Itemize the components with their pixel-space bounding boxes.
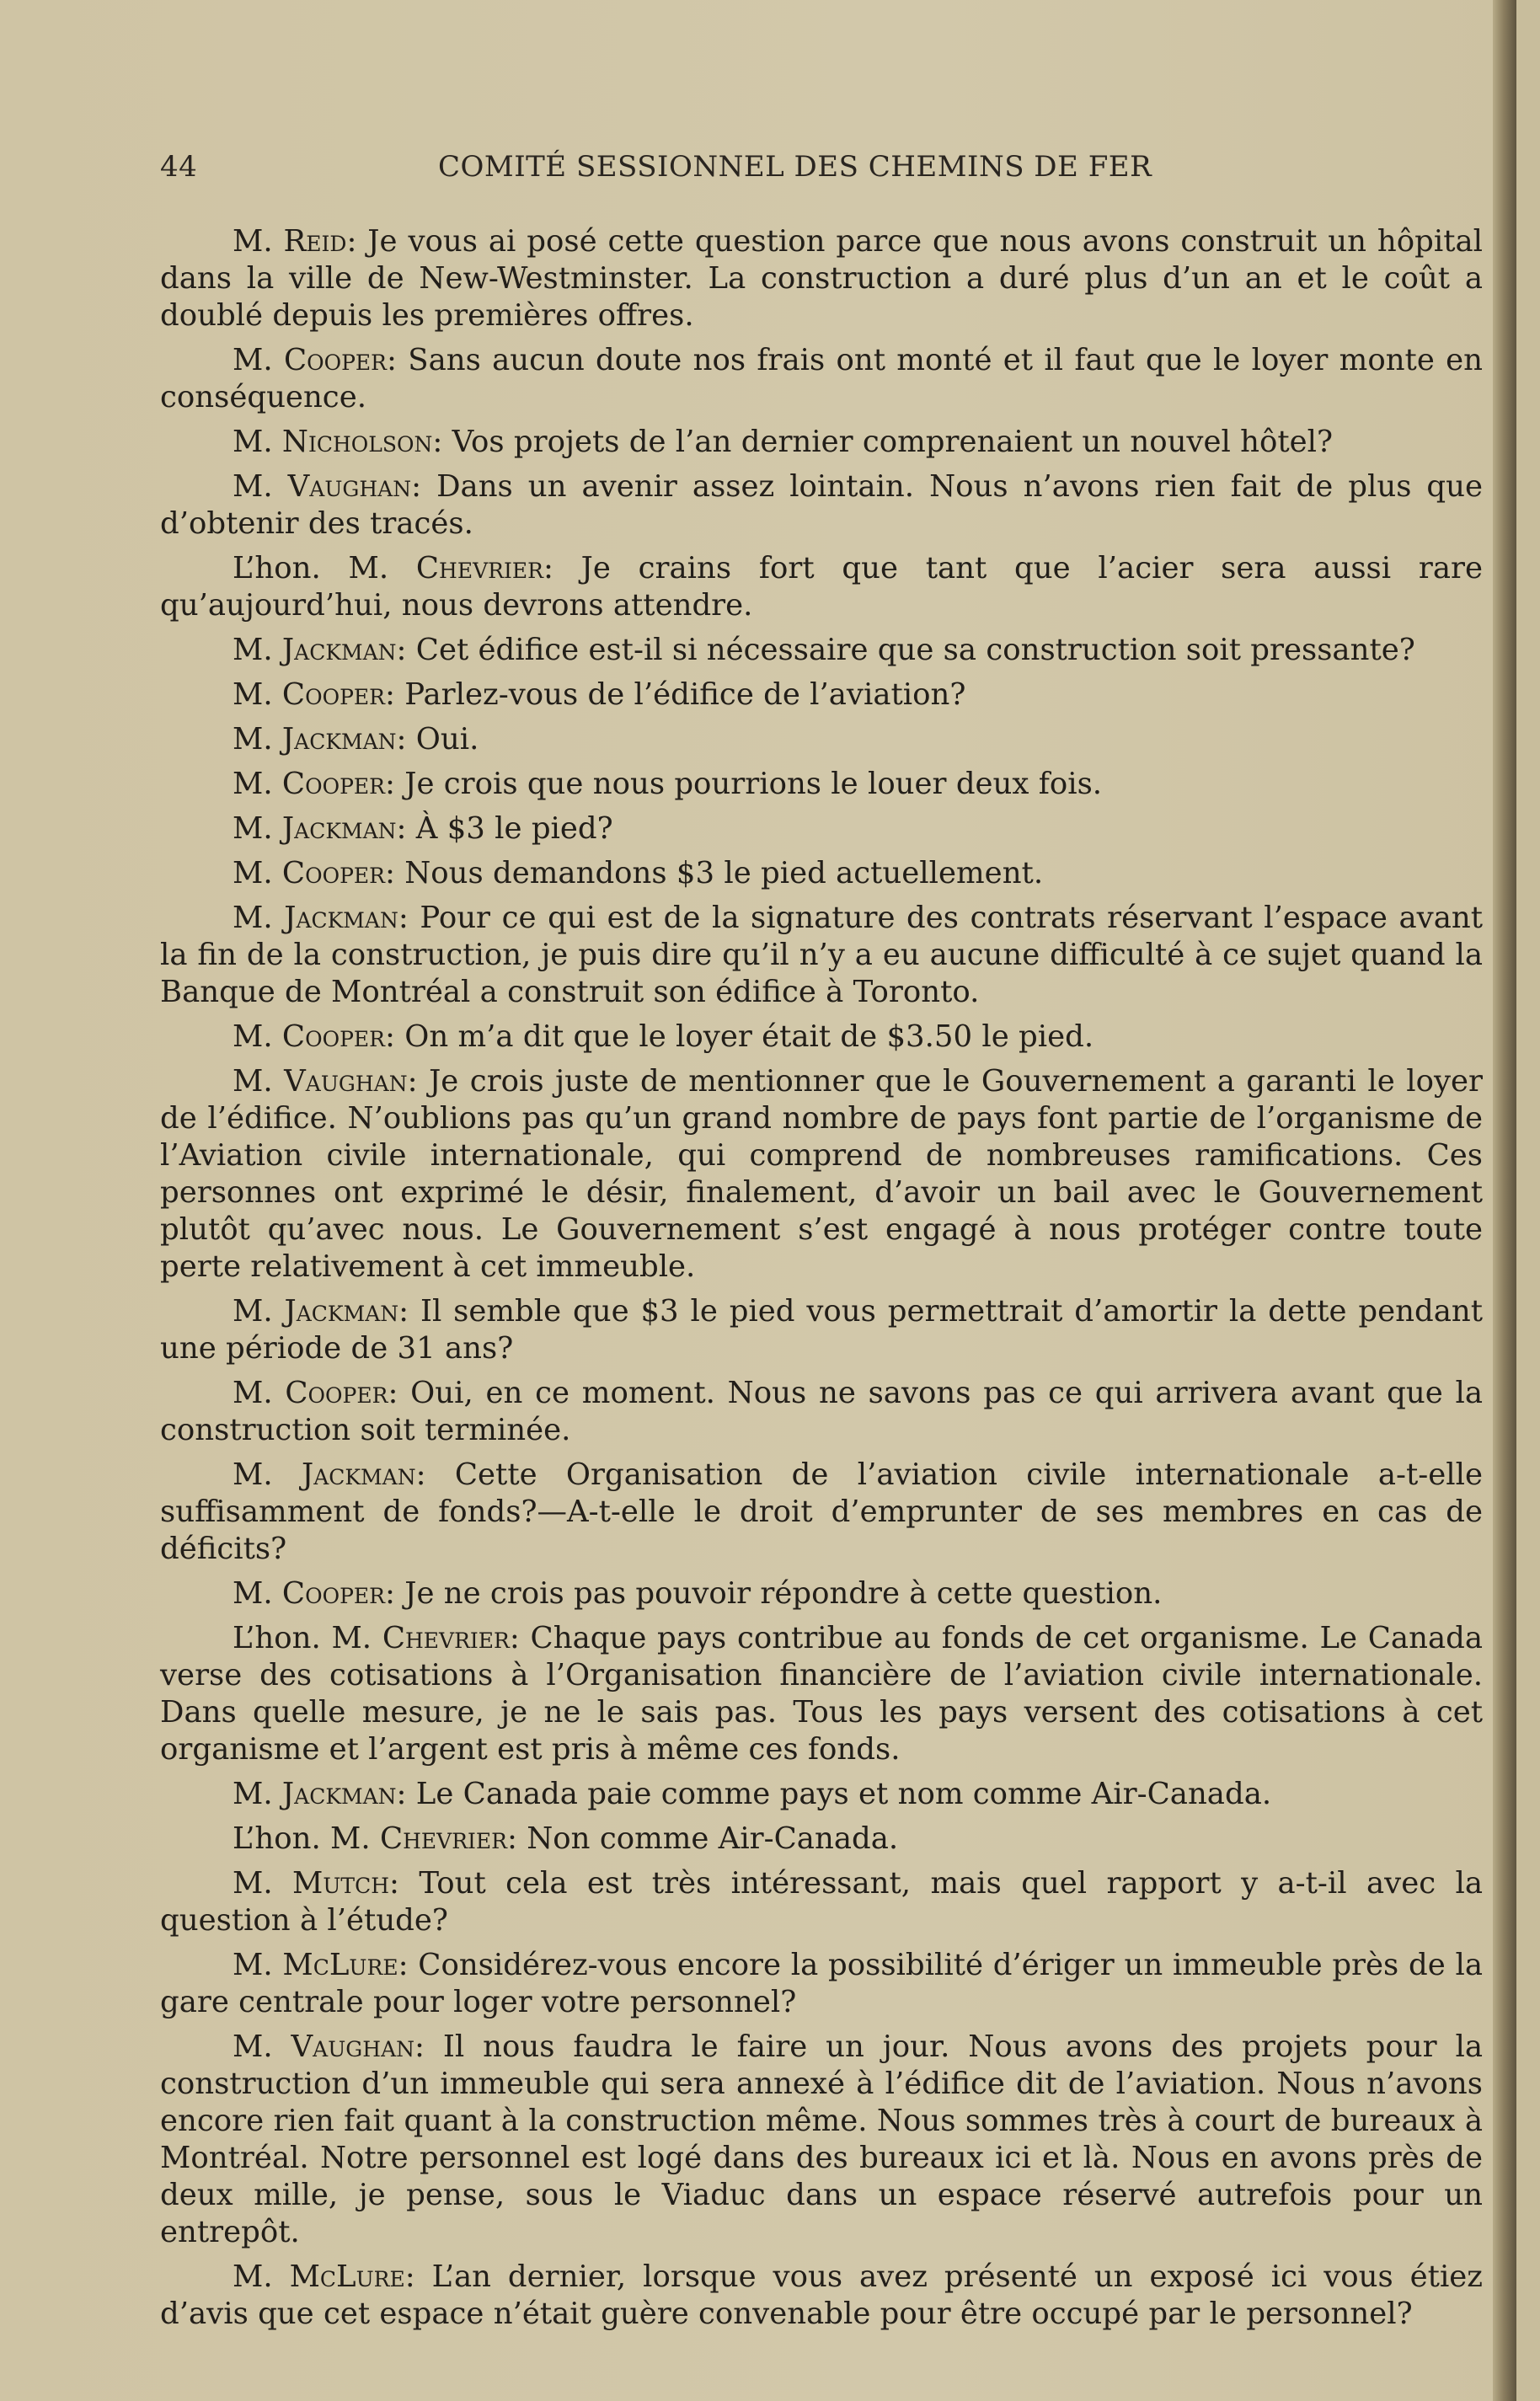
speaker-name: Jackman	[301, 1457, 416, 1492]
running-title: COMITÉ SESSIONNEL DES CHEMINS DE FER	[438, 150, 1152, 184]
speech-text: : Nous demandons $3 le pied actuellement.	[384, 856, 1044, 890]
speaker-name: Cooper	[281, 1019, 385, 1054]
speaker-title: M.	[233, 1777, 282, 1811]
speech-text: : On m’a dit que le loyer était de $3.50 le pied.	[384, 1019, 1094, 1054]
speech-text: : Sans aucun doute nos frais ont monté et il faut que le loyer monte en conséquence.	[160, 343, 1483, 414]
transcript-paragraph	[160, 468, 1483, 543]
transcript-paragraph	[160, 1293, 1483, 1367]
speech-text: : Je crains fort que tant que l’acier sera aussi rare qu’aujourd’hui, nous devrons attendre.	[160, 551, 1483, 623]
speaker-name: McLure	[282, 1948, 398, 1982]
speaker-title: M.	[233, 1064, 285, 1099]
transcript-paragraph	[160, 550, 1483, 624]
transcript-paragraph	[160, 721, 1483, 758]
speaker-title: L’hon. M.	[233, 1821, 380, 1856]
speaker-title: M.	[233, 2029, 291, 2064]
speaker-name: Cooper	[281, 1576, 385, 1611]
speaker-name: Vaughan	[291, 2029, 415, 2064]
speech-text: : Cette Organisation de l’aviation civile internationale a-t-elle suffisamment de fonds?—A-t-elle le droit d’emprunter de ses membres en cas de déficits?	[160, 1457, 1483, 1566]
transcript-paragraph	[160, 223, 1483, 334]
transcript-paragraph	[160, 2029, 1483, 2251]
speaker-name: Cooper	[281, 677, 385, 712]
speaker-title: M.	[233, 767, 282, 801]
transcript-paragraph	[160, 855, 1483, 892]
speaker-name: Jackman	[281, 1777, 397, 1811]
speaker-name: Vaughan	[287, 469, 412, 504]
speech-text: : Chaque pays contribue au fonds de cet organisme. Le Canada verse des cotisations à l’Organisation financière de l’aviation civile internationale. Dans quelle mesure, je ne le sais pas. Tous les pays versent des cotisations à cet organisme et l’argent est pris à même ces fonds.	[160, 1621, 1483, 1767]
speaker-name: Vaughan	[284, 1064, 408, 1099]
speaker-title: M.	[233, 2259, 290, 2294]
transcript-paragraph	[160, 2259, 1483, 2333]
speech-text: : Je vous ai posé cette question parce que nous avons construit un hôpital dans la ville de New-Westminster. La construction a duré plus d’un an et le coût a doublé depuis les premières offres.	[160, 224, 1484, 333]
speaker-name: Nicholson	[281, 425, 433, 459]
speaker-name: McLure	[289, 2259, 405, 2294]
speech-text: : Le Canada paie comme pays et nom comme Air-Canada.	[396, 1777, 1272, 1811]
transcript-paragraph	[160, 342, 1483, 416]
speaker-title: L’hon. M.	[233, 1621, 382, 1655]
speaker-title: M.	[233, 1294, 285, 1329]
transcript-paragraph	[160, 1821, 1483, 1858]
transcript-paragraph	[160, 1620, 1483, 1768]
page-number: 44	[160, 150, 198, 184]
speech-text: : Cet édifice est-il si nécessaire que sa construction soit pressante?	[396, 633, 1415, 667]
speaker-name: Jackman	[284, 1294, 399, 1329]
speaker-title: M.	[233, 469, 288, 504]
speaker-title: M.	[233, 224, 284, 259]
speech-text: : Oui, en ce moment. Nous ne savons pas ce qui arrivera avant que la construction soit terminée.	[160, 1376, 1483, 1447]
speech-text: : Il semble que $3 le pied vous permettrait d’amortir la dette pendant une période de 31 ans?	[160, 1294, 1483, 1366]
transcript-paragraph	[160, 1063, 1483, 1286]
transcript-paragraph	[160, 766, 1483, 803]
speech-text: : L’an dernier, lorsque vous avez présenté un exposé ici vous étiez d’avis que cet espace n’était guère convenable pour être occupé par le personnel?	[160, 2259, 1484, 2331]
speaker-name: Cooper	[283, 343, 387, 377]
speaker-name: Jackman	[281, 811, 397, 846]
speech-text: : Oui.	[396, 722, 479, 757]
transcript-paragraph	[160, 900, 1483, 1011]
speech-text: : Je crois que nous pourrions le louer deux fois.	[384, 767, 1103, 801]
speaker-name: Cooper	[281, 767, 385, 801]
speaker-name: Chevrier	[379, 1821, 507, 1856]
speaker-name: Cooper	[281, 856, 385, 890]
speech-text: : Considérez-vous encore la possibilité d’ériger un immeuble près de la gare centrale pour loger votre personnel?	[160, 1948, 1483, 2019]
speaker-title: M.	[233, 1576, 282, 1611]
speech-text: : Pour ce qui est de la signature des contrats réservant l’espace avant la fin de la construction, je puis dire qu’il n’y a eu aucune difficulté à ce sujet quand la Banque de Montréal a construit son édifice à Toronto.	[160, 901, 1483, 1009]
speech-text: : Je ne crois pas pouvoir répondre à cette question.	[384, 1576, 1163, 1611]
speech-text: : Parlez-vous de l’édifice de l’aviation?	[384, 677, 966, 712]
transcript-paragraph	[160, 1776, 1483, 1813]
speaker-title: M.	[233, 901, 285, 935]
page-header	[160, 150, 1483, 187]
speech-text: : Je crois juste de mentionner que le Gouvernement a garanti le loyer de l’édifice. N’oublions pas qu’un grand nombre de pays font partie de l’organisme de l’Aviation civile internationale, qui comprend de nombreuses ramifications. Ces personnes ont exprimé le désir, finalement, d’avoir un bail avec le Gouvernement plutôt qu’avec nous. Le Gouvernement s’est engagé à nous protéger contre toute perte relativement à cet immeuble.	[160, 1064, 1483, 1284]
transcript-paragraph	[160, 1375, 1483, 1449]
speaker-name: Chevrier	[382, 1621, 510, 1655]
page-edge-shadow	[1493, 0, 1516, 2401]
speaker-title: M.	[233, 856, 282, 890]
speech-text: : Tout cela est très intéressant, mais quel rapport y a-t-il avec la question à l’étude?	[160, 1866, 1483, 1938]
speaker-name: Cooper	[285, 1376, 388, 1410]
speech-text: : Vos projets de l’an dernier comprenaient un nouvel hôtel?	[432, 425, 1334, 459]
speaker-title: M.	[233, 633, 282, 667]
transcript-paragraph	[160, 676, 1483, 714]
speech-text: : À $3 le pied?	[396, 811, 613, 846]
speaker-title: M.	[233, 425, 282, 459]
transcript-paragraph	[160, 632, 1483, 669]
speech-text: : Non comme Air-Canada.	[506, 1821, 899, 1856]
speaker-title: M.	[233, 343, 284, 377]
speaker-title: M.	[233, 811, 282, 846]
speaker-name: Jackman	[284, 901, 398, 935]
speaker-name: Jackman	[281, 722, 397, 757]
transcript-paragraph	[160, 1019, 1483, 1056]
speaker-title: M.	[233, 677, 282, 712]
transcript-paragraph	[160, 810, 1483, 848]
speaker-title: M.	[233, 722, 282, 757]
speech-text: : Il nous faudra le faire un jour. Nous avons des projets pour la construction d’un immeuble qui sera annexé à l’édifice dit de l’aviation. Nous n’avons encore rien fait quant à la construction même. Nous sommes très à court de bureaux à Montréal. Notre personnel est logé dans des bureaux ici et là. Nous en avons près de deux mille, je pense, sous le Viaduc dans un espace réservé autrefois pour un entrepôt.	[160, 2029, 1483, 2249]
transcript-body	[160, 223, 1483, 2340]
transcript-paragraph	[160, 1865, 1483, 1939]
speaker-title: M.	[233, 1948, 283, 1982]
speech-text: : Dans un avenir assez lointain. Nous n’avons rien fait de plus que d’obtenir des tracés.	[160, 469, 1483, 541]
speaker-name: Reid	[283, 224, 347, 259]
transcript-paragraph	[160, 1575, 1483, 1612]
speaker-title: M.	[233, 1866, 292, 1901]
transcript-paragraph	[160, 424, 1483, 461]
speaker-title: M.	[233, 1376, 286, 1410]
speaker-name: Chevrier	[415, 551, 543, 586]
transcript-paragraph	[160, 1457, 1483, 1568]
speaker-name: Mutch	[292, 1866, 390, 1901]
speaker-name: Jackman	[281, 633, 397, 667]
transcript-paragraph	[160, 1947, 1483, 2021]
speaker-title: L’hon. M.	[233, 551, 416, 586]
speaker-title: M.	[233, 1019, 282, 1054]
speaker-title: M.	[233, 1457, 302, 1492]
